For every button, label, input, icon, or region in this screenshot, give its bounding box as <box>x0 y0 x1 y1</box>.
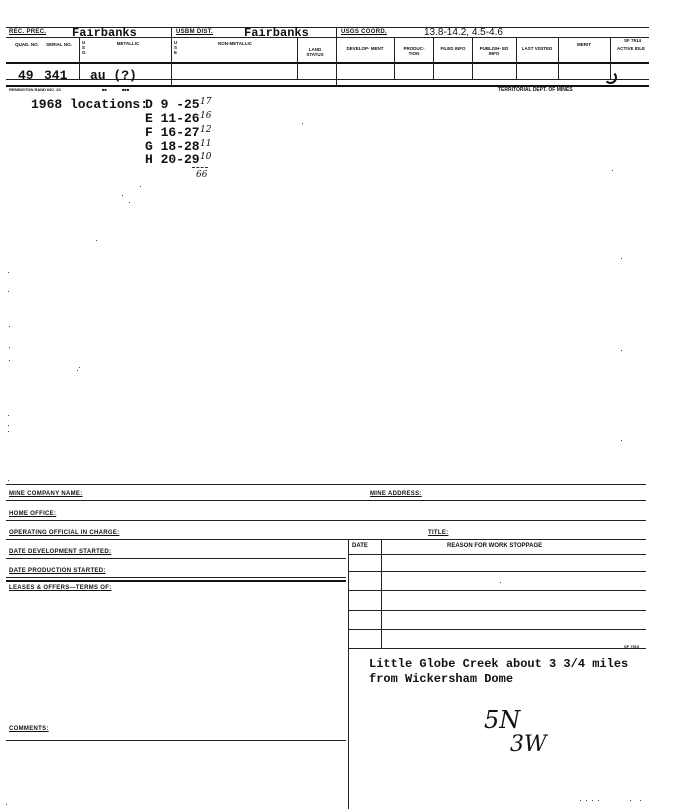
usg-letters-1: U S G <box>82 40 86 55</box>
col-quad: QUAD. NO. <box>15 42 39 47</box>
handwritten-range: 3W <box>510 732 547 757</box>
handwritten-mark <box>604 71 617 84</box>
date-col-header: DATE <box>352 543 368 549</box>
usbm-dist-value: Fairbanks <box>244 26 309 40</box>
col-active-idle: ACTIVE IDLE <box>616 46 645 51</box>
form-number-2: SF 7915 <box>624 644 640 649</box>
location-count: 17 <box>200 97 212 107</box>
col-development: DEVELOP- MENT <box>346 46 384 51</box>
usg-letters-2: U S E <box>174 40 178 55</box>
remark-line-2: from Wickersham Dome <box>369 672 514 686</box>
location-code: G 18-28 <box>145 139 200 154</box>
locations-title: 1968 locations: <box>31 97 149 112</box>
rec-prec-value: Fairbanks <box>72 26 137 40</box>
col-serial: SERIAL NO. <box>46 42 72 47</box>
printer-note: REMINGTON RAND INC. 20 <box>9 87 61 92</box>
col-merit: MERIT <box>577 42 591 47</box>
quad-value: 49 <box>18 68 34 83</box>
location-row <box>145 111 200 126</box>
dept-note: TERRITORIAL DEPT. OF MINES <box>498 87 573 93</box>
home-office-label: HOME OFFICE: <box>9 511 57 517</box>
col-metallic: METALLIC <box>116 41 140 46</box>
location-code: E 11-26 <box>145 111 200 126</box>
col-nonmetallic: NON-METALLIC <box>218 41 252 46</box>
location-row <box>145 97 200 112</box>
handwritten-township: 5N <box>484 706 521 734</box>
printer-code-2: ■■■ <box>122 87 130 92</box>
rec-prec-label: REC. PREC. <box>9 29 47 35</box>
location-code: F 16-27 <box>145 125 200 140</box>
remark-line-1: Little Globe Creek about 3 3/4 miles <box>369 657 629 671</box>
location-count: 16 <box>200 111 212 121</box>
col-production: PRODUC- TION <box>403 46 425 56</box>
date-prod-started-label: DATE PRODUCTION STARTED: <box>9 568 106 574</box>
metallic-value: au (?) <box>90 68 137 83</box>
usgs-coord-label: USGS COORD. <box>341 29 387 35</box>
usbm-dist-label: USBM DIST. <box>176 29 214 35</box>
col-published-info: PUBLISH- ED INFO <box>479 46 509 56</box>
sum-underline <box>192 167 208 168</box>
location-row <box>145 152 200 167</box>
location-code: H 20-29 <box>145 152 200 167</box>
serial-value: 341 <box>44 68 68 83</box>
location-count: 12 <box>200 125 212 135</box>
operating-official-label: OPERATING OFFICIAL IN CHARGE: <box>9 530 120 536</box>
comments-label: COMMENTS: <box>9 726 49 732</box>
locations-total: 66 <box>196 170 208 180</box>
col-last-visited: LAST VISITED <box>521 46 553 51</box>
mine-address-label: MINE ADDRESS: <box>370 491 422 497</box>
location-count: 10 <box>200 152 212 162</box>
date-dev-started-label: DATE DEVELOPMENT STARTED: <box>9 549 112 555</box>
leases-offers-label: LEASES & OFFERS—TERMS OF: <box>9 585 112 591</box>
col-land-status: LAND STATUS <box>306 47 324 57</box>
usgs-coord-value: 13.8-14.2, 4.5-4.6 <box>424 27 503 38</box>
col-filed-info: FILED INFO <box>440 46 466 51</box>
title-label: TITLE: <box>428 530 449 536</box>
form-number: SF 7914 <box>624 38 642 43</box>
location-count: 11 <box>200 139 212 149</box>
location-code: D 9 -25 <box>145 97 200 112</box>
reason-col-header: REASON FOR WORK STOPPAGE <box>447 543 543 549</box>
mine-company-name-label: MINE COMPANY NAME: <box>9 491 83 497</box>
location-row <box>145 125 200 140</box>
printer-code-1: ■■ <box>102 87 107 92</box>
